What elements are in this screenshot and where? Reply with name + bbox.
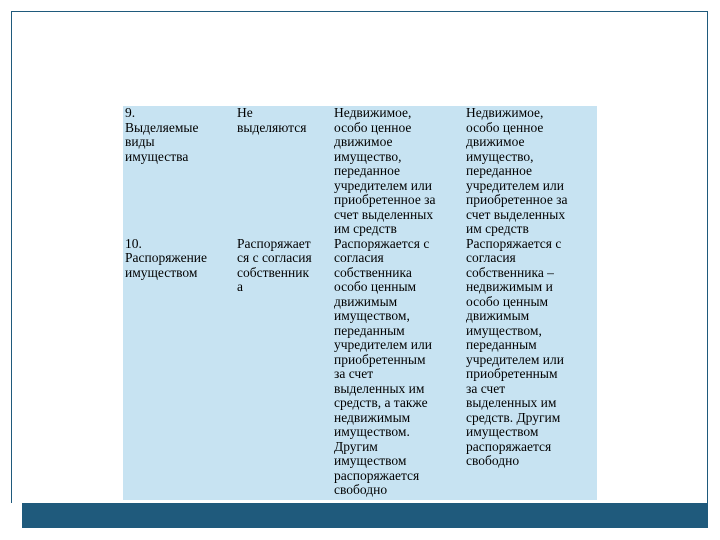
table-row xyxy=(123,106,597,237)
row-heading-cell: 10. Распоряжение имуществом xyxy=(125,235,208,280)
slide-footer-bar xyxy=(11,503,708,528)
table-cell: Распоряжает ся с согласия собственник а xyxy=(237,235,312,294)
table-cell: Недвижимое, особо ценное движимое имущество, переданное учредителем или приобретенное за счет выделенных им средств xyxy=(334,106,436,236)
table-cell: Недвижимое, особо ценное движимое имущество, переданное учредителем или приобретенное за счет выделенных им средств xyxy=(466,106,568,236)
comparison-table-grid xyxy=(123,106,597,498)
table-row xyxy=(123,237,597,498)
table-cell: Распоряжается с согласия собственника особо ценным движимым имуществом, переданным учредителем или приобретенным за счет выделенных им средств, а также недвижимым имуществом. Другим имуществом распоряжается свободно xyxy=(334,235,432,497)
footer-bar-notch xyxy=(11,503,22,528)
table-cell: Не выделяются xyxy=(237,106,307,135)
row-heading-cell: 9. Выделяемые виды имущества xyxy=(125,106,199,164)
comparison-table xyxy=(123,106,597,500)
table-cell: Распоряжается с согласия собственника – недвижимым и особо ценным движимым имуществом, переданным учредителем или приобретенным за счет выделенных им средств. Другим имуществом распоряжается свободно xyxy=(466,235,564,468)
